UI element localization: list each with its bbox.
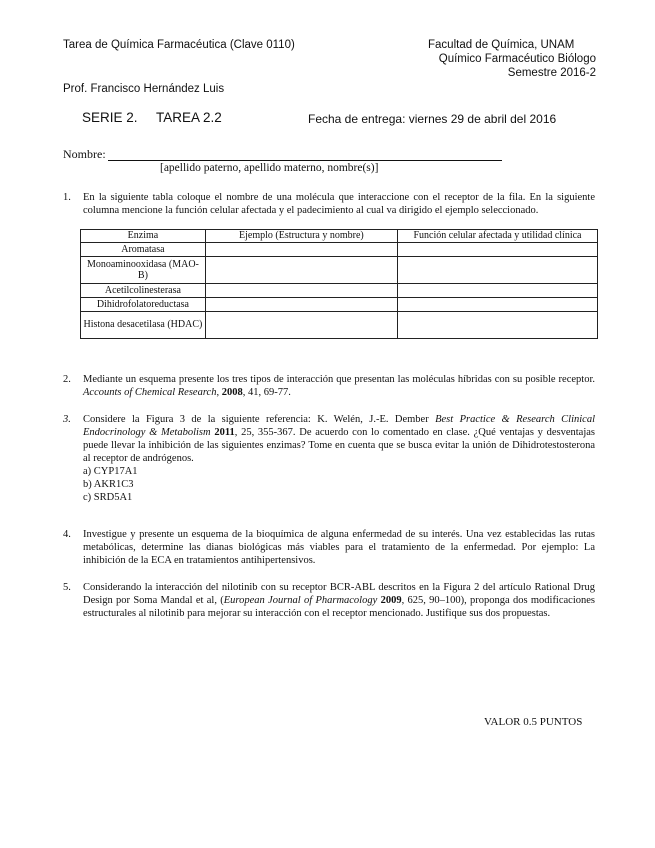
question-3-text-a: Considere la Figura 3 de la siguiente referencia: K. Welén, J.-E. Dember	[83, 414, 429, 425]
table-row	[81, 257, 598, 284]
question-1-text: En la siguiente tabla coloque el nombre de una molécula que interaccione con el receptor de la fila. En la siguiente columna mencione la función celular afectada y el padecimiento al cual va dirigido el ejemplo seleccionado.	[83, 192, 595, 216]
course-title: Tarea de Química Farmacéutica (Clave 0110)	[63, 39, 295, 51]
question-4-text: Investigue y presente un esquema de la bioquímica de alguna enfermedad de su interés. Una vez establecidas las rutas metabólicas, determine las dianas biológicas más viables para el tratamiento de la enfermedad. Por ejemplo: La inhibición de la ECA en tratamientos antihipertensivos.	[83, 529, 595, 566]
option-a: a) CYP17A1	[83, 466, 138, 477]
example-cell[interactable]	[205, 312, 397, 339]
faculty-name: Facultad de Química, UNAM	[428, 39, 575, 51]
question-3-text-b: , 25, 355-367. De acuerdo con lo comentado en clase. ¿Qué ventajas y desventajas puede llevar la inhibición de las siguientes enzimas? Tome en cuenta que se busca evitar la unión de Dihidrotestosterona al receptor de andrógenos.	[83, 427, 595, 464]
example-cell[interactable]	[205, 298, 397, 312]
name-hint: [apellido paterno, apellido materno, nombre(s)]	[160, 162, 379, 174]
due-date: Fecha de entrega: viernes 29 de abril del 2016	[308, 112, 557, 126]
question-3-number: 3.	[63, 414, 71, 425]
table-row	[81, 243, 598, 257]
program-name: Químico Farmacéutico Biólogo	[438, 53, 596, 65]
question-5-year: 2009	[380, 595, 402, 606]
question-1-number: 1.	[63, 192, 71, 203]
question-3	[63, 413, 595, 504]
question-5-journal: European Journal of Pharmacology	[223, 595, 378, 606]
name-input-line[interactable]	[108, 160, 502, 161]
semester: Semestre 2016-2	[507, 67, 596, 79]
question-4-number: 4.	[63, 529, 71, 540]
question-2-citation: , 41, 69-77.	[242, 387, 291, 398]
example-cell[interactable]	[205, 284, 397, 298]
table-row	[81, 284, 598, 298]
col-header-funcion: Función celular afectada y utilidad clínica	[397, 230, 597, 243]
table-row	[81, 312, 598, 339]
question-1	[63, 191, 595, 217]
point-value: VALOR 0.5 PUNTOS	[484, 716, 583, 728]
table-row	[81, 298, 598, 312]
question-2-text: Mediante un esquema presente los tres tipos de interacción que presentan las moléculas híbridas con su posible receptor.	[83, 374, 595, 385]
table-header-row	[81, 230, 598, 243]
question-5-text-b: , 625, 90–100), proponga dos modificaciones estructurales al nilotinib para mejorar su interacción con el receptor mencionado. Justifique sus dos propuestas.	[83, 595, 595, 619]
professor-name: Prof. Francisco Hernández Luis	[63, 83, 225, 95]
question-5-number: 5.	[63, 582, 71, 593]
col-header-enzima: Enzima	[81, 230, 206, 243]
enzyme-cell: Monoaminooxidasa (MAO-B)	[81, 257, 206, 284]
enzyme-cell: Histona desacetilasa (HDAC)	[81, 312, 206, 339]
question-5	[63, 581, 595, 620]
enzyme-table	[80, 229, 598, 339]
example-cell[interactable]	[205, 257, 397, 284]
option-b: b) AKR1C3	[83, 479, 134, 490]
function-cell[interactable]	[397, 298, 597, 312]
function-cell[interactable]	[397, 312, 597, 339]
question-4	[63, 528, 595, 567]
function-cell[interactable]	[397, 243, 597, 257]
question-2-journal: Accounts of Chemical Research	[83, 387, 217, 398]
name-label: Nombre:	[63, 147, 106, 161]
function-cell[interactable]	[397, 284, 597, 298]
question-2-number: 2.	[63, 374, 71, 385]
serie-label: SERIE 2.	[82, 110, 138, 125]
function-cell[interactable]	[397, 257, 597, 284]
option-c: c) SRD5A1	[83, 492, 133, 503]
faculty-block	[380, 38, 596, 80]
enzyme-cell: Aromatasa	[81, 243, 206, 257]
tarea-label: TAREA 2.2	[156, 110, 222, 125]
enzyme-cell: Dihidrofolatoreductasa	[81, 298, 206, 312]
question-2-year: 2008	[221, 387, 243, 398]
question-2: 2. Mediante un esquema presente los tres tipos de interacción que presentan las moléculas híbridas con su posible receptor. Accounts of Chemical Research, 2008, 41, 69-77.	[63, 374, 595, 398]
col-header-ejemplo: Ejemplo (Estructura y nombre)	[205, 230, 397, 243]
question-3-year: 2011	[214, 427, 235, 438]
enzyme-cell: Acetilcolinesterasa	[81, 284, 206, 298]
question-5-text-a: Considerando la interacción del nilotinib con su receptor BCR-ABL descritos en la Figura 2 del artículo Rational Drug Design por Soma Mandal et al, (	[83, 582, 595, 606]
example-cell[interactable]	[205, 243, 397, 257]
question-3-journal: Best Practice & Research Clinical Endocrinology & Metabolism	[83, 414, 596, 438]
question-3-options	[83, 465, 595, 504]
